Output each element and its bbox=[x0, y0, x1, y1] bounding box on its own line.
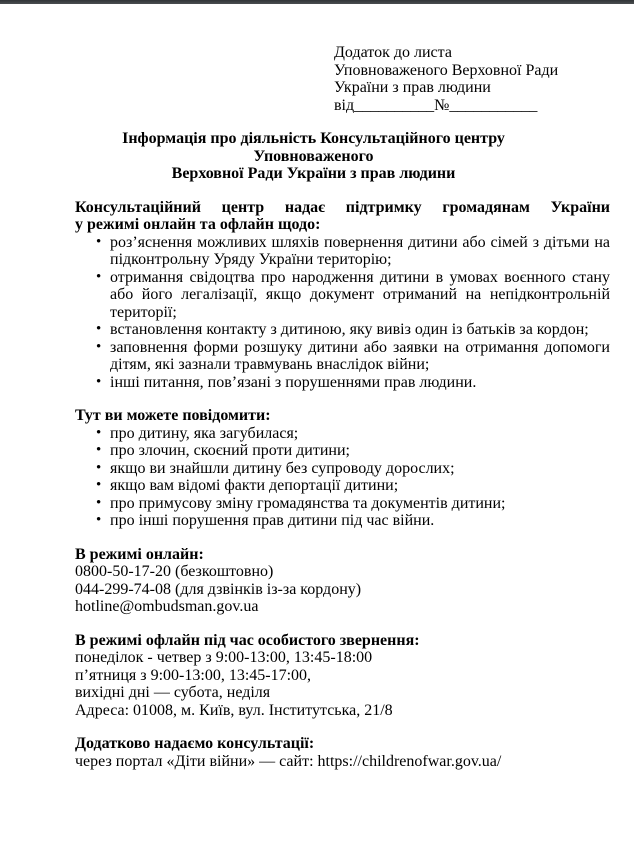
report-section bbox=[75, 407, 610, 530]
portal-website-line: через портал «Діти війни» — сайт: https://childrenofwar.gov.ua/ bbox=[75, 752, 502, 770]
online-heading: В режимі онлайн: bbox=[75, 545, 204, 563]
letter-reference-block bbox=[334, 44, 610, 114]
schedule-weekend-line: вихідні дні — субота, неділя bbox=[75, 684, 271, 701]
document-title bbox=[75, 130, 552, 183]
schedule-friday-line: п’ятниця з 9:00-13:00, 13:45-17:00, bbox=[75, 666, 312, 684]
service-item-return-of-child: • роз’яснення можливих шляхів повернення дитини або сімей з дітьми на підконтрольну Уряду України територію; bbox=[110, 234, 610, 269]
report-item-unaccompanied-child: • якщо ви знайшли дитину без супроводу дорослих; bbox=[110, 460, 610, 478]
letter-ref-line: Уповноваженого Верховної Ради bbox=[334, 61, 559, 79]
additional-heading: Додатково надаємо консультації: bbox=[75, 735, 315, 752]
report-item-forced-citizenship-change: • про примусову зміну громадянства та документів дитини; bbox=[110, 495, 610, 513]
offline-contacts-section bbox=[75, 632, 610, 720]
address-line: Адреса: 01008, м. Київ, вул. Інститутська, 21/8 bbox=[75, 701, 393, 719]
service-item-other-issues: • інші питання, пов’язані з порушеннями прав людини. bbox=[110, 374, 610, 392]
phone-abroad-line: 044-299-74-08 (для дзвінків із-за кордону) bbox=[75, 580, 362, 598]
report-heading: Тут ви можете повідомити: bbox=[75, 407, 271, 424]
report-item-deportation-facts: • якщо вам відомі факти депортації дитини; bbox=[110, 477, 610, 495]
report-list bbox=[75, 425, 610, 530]
schedule-weekdays-line: понеділок - четвер з 9:00-13:00, 13:45-18:00 bbox=[75, 649, 373, 666]
online-contacts-section bbox=[75, 546, 610, 616]
service-item-birth-certificate: • отримання свідоцтва про народження дитини в умовах воєнного стану або його легалізації, якщо документ отриманий на непідконтрольній території; bbox=[110, 269, 610, 322]
intro-line-1: Консультаційний центр надає підтримку громадянам України bbox=[75, 198, 610, 216]
phone-free-line: 0800-50-17-20 (безкоштовно) bbox=[75, 563, 274, 580]
document-title-line-2: Верховної Ради України з прав людини bbox=[171, 165, 456, 182]
service-item-contact-with-child: • встановлення контакту з дитиною, яку вивіз один із батьків за кордон; bbox=[110, 321, 610, 339]
offline-heading: В режимі офлайн під час особистого звернення: bbox=[75, 631, 420, 649]
intro-paragraph bbox=[75, 199, 610, 234]
report-item-other-violations: • про інші порушення прав дитини під час війни. bbox=[110, 512, 610, 530]
services-list bbox=[75, 234, 610, 392]
report-item-lost-child: • про дитину, яка загубилася; bbox=[110, 425, 610, 443]
additional-consultations-section bbox=[75, 735, 610, 770]
document-title-line-1: Інформація про діяльність Консультаційного центру Уповноваженого bbox=[122, 130, 505, 165]
email-address: hotline@ombudsman.gov.ua bbox=[75, 598, 259, 615]
letter-ref-line: Додаток до листа bbox=[334, 44, 452, 61]
letter-ref-line: України з прав людини bbox=[334, 79, 491, 96]
letter-ref-date-number-line: від__________№___________ bbox=[334, 96, 538, 114]
service-item-search-form: • заповнення форми розшуку дитини або заявки на отримання допомоги дітям, які зазнали травмувань внаслідок війни; bbox=[110, 339, 610, 374]
document-content bbox=[0, 4, 634, 770]
intro-line-2: у режимі онлайн та офлайн щодо: bbox=[75, 216, 321, 233]
report-item-crime-against-child: • про злочин, скоєний проти дитини; bbox=[110, 442, 610, 460]
